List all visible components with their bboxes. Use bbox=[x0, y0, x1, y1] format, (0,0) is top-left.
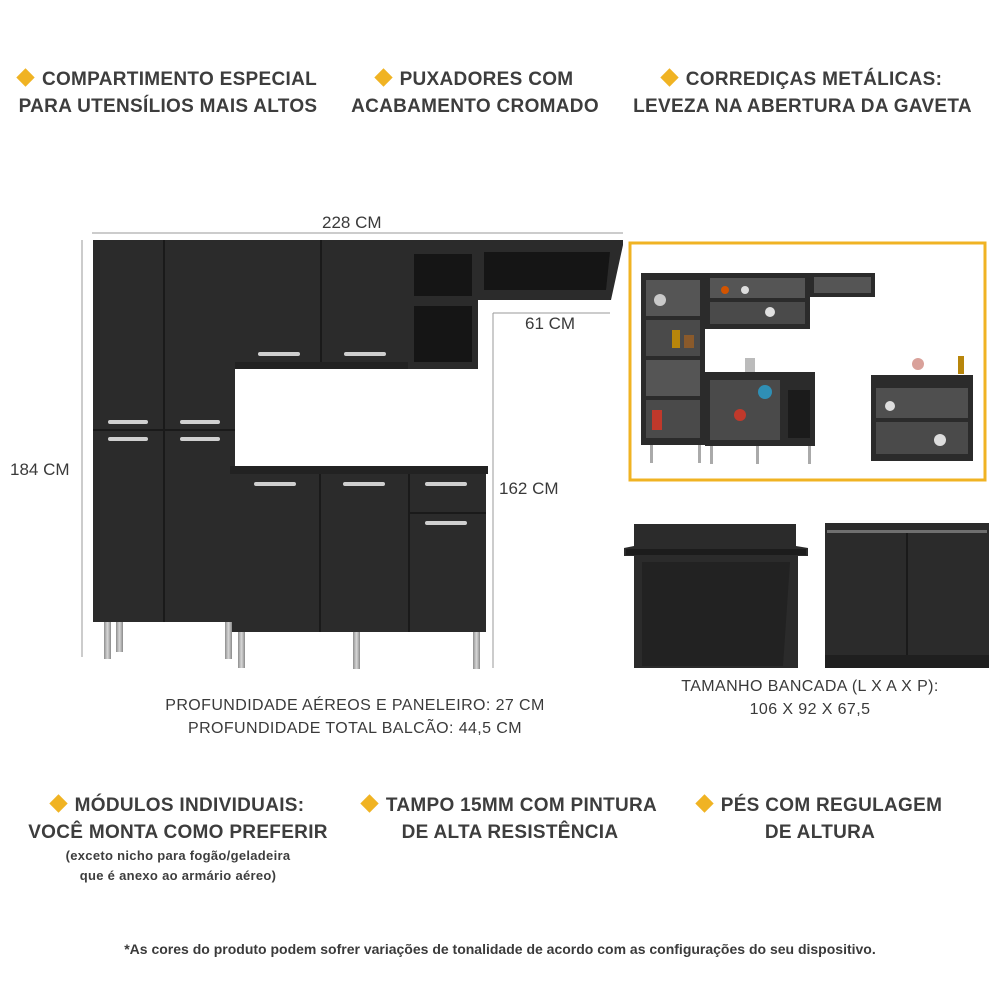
tall-cabinet bbox=[93, 240, 235, 659]
dimension-width-label: 228 CM bbox=[322, 213, 382, 232]
feature-title: PUXADORES COM bbox=[399, 69, 574, 90]
ambient-photo bbox=[630, 243, 985, 480]
feature-subtitle: LEVEZA NA ABERTURA DA GAVETA bbox=[633, 96, 972, 117]
wall-cabinet bbox=[235, 240, 623, 369]
feature-individual-modules bbox=[18, 792, 338, 886]
feature-adjustable-feet bbox=[690, 792, 950, 846]
feature-note: que é anexo ao armário aéreo) bbox=[79, 868, 277, 883]
feature-title: COMPARTIMENTO ESPECIAL bbox=[41, 69, 318, 90]
bench-caption-line1: TAMANHO BANCADA (L X A X P): bbox=[681, 678, 939, 695]
diamond-bullet-icon bbox=[360, 794, 378, 812]
bench-caption-line2: 106 X 92 X 67,5 bbox=[749, 701, 871, 718]
feature-subtitle: ACABAMENTO CROMADO bbox=[351, 96, 599, 117]
diamond-bullet-icon bbox=[695, 794, 713, 812]
bench-drawing bbox=[624, 523, 989, 668]
feature-title: MÓDULOS INDIVIDUAIS: bbox=[74, 795, 305, 816]
feature-note: (exceto nicho para fogão/geladeira bbox=[65, 848, 291, 863]
depth-caption bbox=[150, 694, 560, 740]
dimension-counter-height-label: 162 CM bbox=[499, 479, 559, 498]
feature-title: TAMPO 15MM COM PINTURA bbox=[385, 795, 658, 816]
bench-caption bbox=[660, 675, 960, 721]
feature-title: CORREDIÇAS METÁLICAS: bbox=[685, 69, 943, 90]
diamond-bullet-icon bbox=[49, 794, 67, 812]
feature-subtitle: DE ALTA RESISTÊNCIA bbox=[401, 822, 619, 843]
depth-caption-line1: PROFUNDIDADE AÉREOS E PANELEIRO: 27 CM bbox=[165, 697, 545, 714]
feature-title: PÉS COM REGULAGEM bbox=[720, 795, 943, 816]
base-cabinet bbox=[230, 466, 488, 669]
dimension-height-label: 184 CM bbox=[10, 460, 70, 479]
color-disclaimer: *As cores do produto podem sofrer variações de tonalidade de acordo com as configurações do seu dispositivo. bbox=[124, 941, 876, 957]
feature-subtitle: VOCÊ MONTA COMO PREFERIR bbox=[28, 822, 328, 843]
depth-caption-line2: PROFUNDIDADE TOTAL BALCÃO: 44,5 CM bbox=[188, 720, 522, 737]
dimension-niche-label: 61 CM bbox=[525, 314, 576, 333]
feature-subtitle: DE ALTURA bbox=[764, 822, 876, 843]
feature-subtitle: PARA UTENSÍLIOS MAIS ALTOS bbox=[18, 96, 318, 117]
feature-top-paint bbox=[350, 792, 670, 846]
